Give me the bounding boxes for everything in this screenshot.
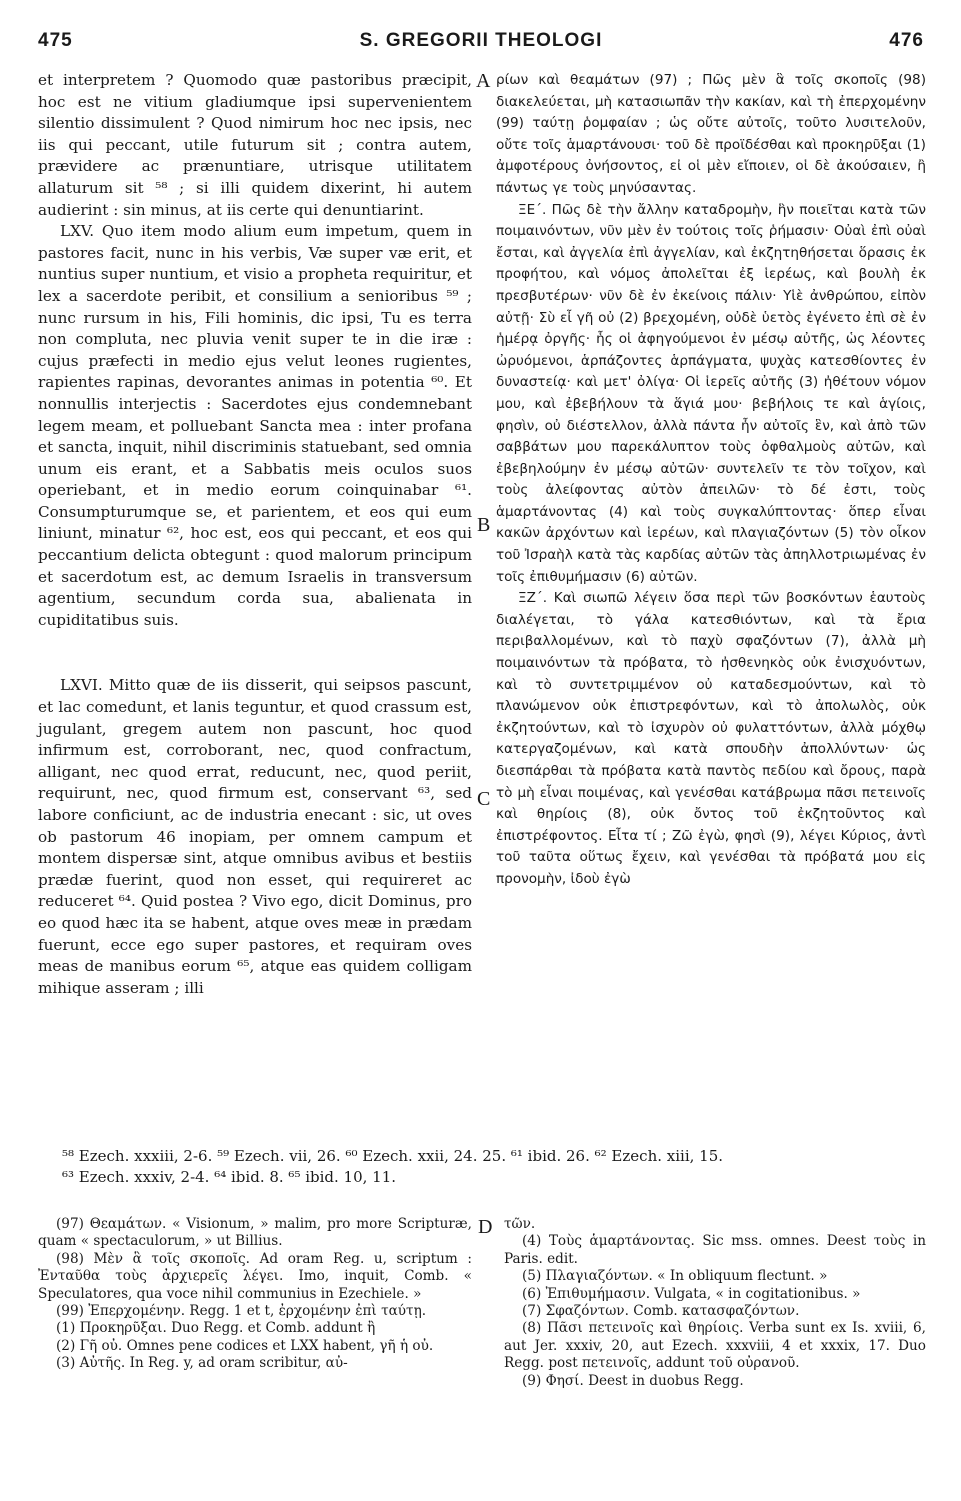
critical-note: (98) Μὲν ἃ τοῖς σκοποῖς. Ad oram Reg. u, scriptum : Ἐνταῦθα τοὺς ἀρχιερεῖς λέγει. Imo, inquit, Comb. « Speculatores, qua voce nihil communius in Ezechiele. »: [38, 1250, 472, 1302]
critical-note: (7) Σφαζόντων. Comb. κατασφαζόντων.: [522, 1303, 800, 1320]
scripture-references: [62, 1146, 924, 1188]
greek-paragraph-xz: ΞΖ΄. Καὶ σιωπῶ λέγειν ὅσα περὶ τῶν βοσκόντων ἑαυτοὺς διαλέγεται, τὸ γάλα κατεσθιόντων, καὶ τὰ ἔρια περιβαλλομένων, καὶ τὸ παχὺ σφαζόντων (7), ἀλλὰ μὴ ποιμαινόντων τὰ πρόβατα, τὸ ἠσθενηκὸς οὐκ ἐνισχυόντων, καὶ τὸ συντετριμμένον οὐ καταδεσμούντων, καὶ τὸ πλανώμενον οὐκ ἐπιστρεφόντων, καὶ τὸ ἀπολωλὸς, οὐκ ἐκζητούντων, καὶ τὸ ἰσχυρὸν οὐ φυλαττόντων, ἀλλὰ μόχθῳ κατεργαζομένων, καὶ κατὰ σπουδὴν ἀπολλύντων· ὡς διεσπάρθαι τὰ πρόβατα κατὰ παντὸς πεδίου καὶ ὄρους, παρὰ τὸ μὴ εἶναι ποιμένας, καὶ γενέσθαι κατάβρωμα πᾶσι πετεινοῖς καὶ θηρίοις (8), οὐκ ὄντος τοῦ ἐκζητοῦντος καὶ ἐπιστρέφοντος. Εἶτα τί ; Ζῶ ἐγὼ, φησὶ (9), λέγει Κύριος, ἀντὶ τοῦ ταῦτα οὕτως ἔχειν, καὶ γενέσθαι τὰ πρόβατά μου εἰς προνομὴν, ἰδοὺ ἐγὼ: [496, 590, 926, 887]
critical-note: (6) Ἐπιθυμήμασιν. Vulgata, « in cogitationibus. »: [522, 1285, 861, 1302]
greek-paragraph-xe: ΞΕ΄. Πῶς δὲ τὴν ἄλλην καταδρομὴν, ἣν ποιεῖται κατὰ τῶν ποιμαινόντων, νῦν μὲν ἐν τούτοις τοῖς ῥήμασιν· Οὐαὶ ἐπὶ οὐαὶ ἔσται, καὶ ἀγγελία ἐπὶ ἀγγελίαν, καὶ ἐκζητηθήσεται ὅρασις ἐκ προφήτου, καὶ νόμος ἀπολεῖται ἐξ ἱερέως, καὶ βουλὴ ἐκ πρεσβυτέρων· νῦν δὲ ἐν ἐκείνοις πάλιν· Υἱὲ ἀνθρώπου, εἰπὸν αὐτῇ· Σὺ εἶ γῆ οὐ (2) βρεχομένη, οὐδὲ ὑετὸς ἐγένετο ἐπὶ σὲ ἐν ἡμέρᾳ ὀργῆς· ἧς οἱ ἀφηγούμενοι ἐν μέσῳ αὐτῆς, ὡς λέοντες ὠρυόμενοι, ἁρπάζοντες ἁρπάγματα, ψυχὰς κατεσθίοντες ἐν δυναστείᾳ· καὶ μετ' ὀλίγα· Οἱ ἱερεῖς αὐτῆς (3) ἠθέτουν νόμον μου, καὶ ἐβεβήλουν τὰ ἅγιά μου· βεβήλοις τε καὶ ἁγίοις, φησὶν, οὐ διέστελλον, ἀλλὰ πάντα ἦν αὐτοῖς ἓν, καὶ ἀπὸ τῶν σαββάτων μου παρεκάλυπτον τοὺς ὀφθαλμοὺς αὐτῶν, καὶ ἐβεβηλούμην ἐν μέσῳ αὐτῶν· συντελεῖν τε τὸν τοῖχον, καὶ τοὺς ἀλείφοντας αὐτὸν ἀπειλῶν· τὸ δέ ἐστι, τοὺς ἁμαρτάνοντας (4) καὶ τοὺς συγκαλύπτοντας· ὅπερ εἶναι κακῶν ἀρχόντων καὶ ἱερέων, καὶ πλαγιαζόντων (5) τὸν οἶκον τοῦ Ἰσραὴλ κατὰ τὰς καρδίας αὐτῶν τὰς ἀπηλλοτριωμένας ἐν τοῖς ἐπιθυμήμασιν (6) αὐτῶν.: [496, 201, 926, 585]
running-header: [38, 30, 924, 58]
latin-paragraph-lxv: LXV. Quo item modo alium eum impetum, quem in pastores facit, nunc in his verbis, Væ super væ erit, et nuntius super nuntium, et visio a propheta requiritur, et lex a sacerdote peribit, et consilium a senioribus ⁵⁹ ; nunc rursum in his, Fili hominis, dic ipsi, Tu es terra non compluta, nec pluvia venit super te in die iræ : cujus præfecti in medio ejus velut leones rugientes, rapientes rapinas, devorantes animas in potentia ⁶⁰. Et nonnullis interjectis : Sacerdotes ejus condemnebant legem meam, et polluebant Sancta mea : inter profana et sancta, inquit, nihil discriminis statuebant, sed omnia unum eis erant, et a Sabbatis meis oculos suos operiebant, et in medio eorum coinquinabar ⁶¹. Consumpturumque se, et parientem, et eos qui eum liniunt, minatur ⁶², hoc est, eos qui peccant, et eos qui peccantium delicta obtegunt : quod malorum principum et sacerdotum est, ac demum Israelis in transversum agentium, secundum corda sua, abalienata in cupiditatibus suis.: [38, 222, 472, 629]
greek-paragraph-1: ρίων καὶ θεαμάτων (97) ; Πῶς μὲν ἃ τοῖς σκοποῖς (98) διακελεύεται, μὴ κατασιωπᾶν τὴν κακίαν, καὶ τὴ ἐπερχομένην (99) ταύτῃ ῥομφαίαν ; ὡς οὔτε αὐτοῖς, τοῦτο λυσιτελοῦν, οὔτε τοῖς ἁμαρτάνουσι· τοῦ δὲ προϊδέσθαι καὶ προκηρῦξαι (1) ἀμφοτέρους ὀνήσοντος, εἰ οἱ μὲν εἴποιεν, οἱ δὲ ἀκούσαιεν, ἢ πάντως γε τοὺς μηνύσαντας.: [496, 72, 926, 196]
latin-column: [38, 70, 472, 999]
critical-note: (1) Προκηρῦξαι. Duo Regg. et Comb. addunt ἢ: [56, 1320, 376, 1337]
section-marker-a: A: [476, 70, 491, 92]
critical-note: (8) Πᾶσι πετεινοῖς καὶ θηρίοις. Verba sunt ex Is. xviii, 6, aut Jer. xxxiv, 20, aut Ezech. xxxviii, 4 et xxxix, 17. Duo Regg. post πετεινοῖς, addunt τοῦ οὐρανοῦ.: [504, 1320, 926, 1372]
reference-line-2: ⁶³ Ezech. xxxiv, 2-4. ⁶⁴ ibid. 8. ⁶⁵ ibid. 10, 11.: [62, 1168, 397, 1186]
critical-notes-left: [38, 1216, 472, 1373]
section-marker-d: D: [478, 1216, 493, 1238]
page-number-right: 476: [889, 30, 924, 51]
critical-notes-right: [504, 1216, 926, 1390]
critical-note: (9) Φησί. Deest in duobus Regg.: [522, 1372, 744, 1389]
greek-column: [496, 70, 926, 891]
page-number-left: 475: [38, 30, 73, 51]
critical-note: (3) Αὐτῆς. In Reg. y, ad oram scribitur, αὐ-: [56, 1355, 348, 1372]
critical-note: (2) Γῆ οὐ. Omnes pene codices et LXX habent, γῆ ἡ οὐ.: [56, 1337, 434, 1354]
critical-note: (99) Ἐπερχομένην. Regg. 1 et t, ἐρχομένην ἐπὶ ταύτῃ.: [56, 1303, 427, 1320]
section-marker-c: C: [477, 788, 491, 810]
latin-paragraph-1: et interpretem ? Quomodo quæ pastoribus præcipit, hoc est ne vitium gladiumque ipsi supervenientem silentio dissimulent ? Quod nimirum hoc nec ipsis, nec iis qui peccant, utile futurum sit ; contra autem, prævidere ac prænuntiare, utrisque utilitatem allaturum sit ⁵⁸ ; si illi quidem dixerint, hi autem audierint : sin minus, at iis certe qui denuntiarint.: [38, 71, 472, 219]
critical-note: (5) Πλαγιαζόντων. « In obliquum flectunt. »: [522, 1268, 828, 1285]
critical-note: (97) Θεαμάτων. « Visionum, » malim, pro more Scripturæ, quam « spectaculorum, » ut Billius.: [38, 1216, 472, 1250]
section-marker-b: B: [477, 514, 491, 536]
critical-note: (4) Τοὺς ἁμαρτάνοντας. Sic mss. omnes. Deest τοὺς in Paris. edit.: [504, 1233, 926, 1267]
running-title: S. GREGORII THEOLOGI: [359, 30, 603, 51]
critical-note: τῶν.: [504, 1216, 536, 1232]
latin-paragraph-lxvi: LXVI. Mitto quæ de iis disserit, qui seipsos pascunt, et lac comedunt, et lanis teguntur, et quod crassum est, jugulant, gregem autem non pascunt, hoc quod infirmum est, corroborant, nec, quod confractum, alligant, nec quod errat, reducunt, nec, quod periit, requirunt, nec, quod firmum est, conservant ⁶³, sed labore conficiunt, ac de industria enecant : sic, ut oves ob pastorum 46 inopiam, per omnem campum et montem dispersæ sint, atque omnibus avibus et bestiis prædæ fuerint, quod non esset, qui requireret ac reduceret ⁶⁴. Quid postea ? Vivo ego, dicit Dominus, pro eo quod hæc ita se habent, atque oves meæ in prædam fuerunt, ecce ego super pastores, et requiram oves meas de manibus eorum ⁶⁵, atque eas quidem colligam mihique asseram ; illi: [38, 676, 472, 997]
reference-line-1: ⁵⁸ Ezech. xxxiii, 2-6. ⁵⁹ Ezech. vii, 26. ⁶⁰ Ezech. xxii, 24. 25. ⁶¹ ibid. 26. ⁶² Ezech. xiii, 15.: [62, 1147, 724, 1165]
